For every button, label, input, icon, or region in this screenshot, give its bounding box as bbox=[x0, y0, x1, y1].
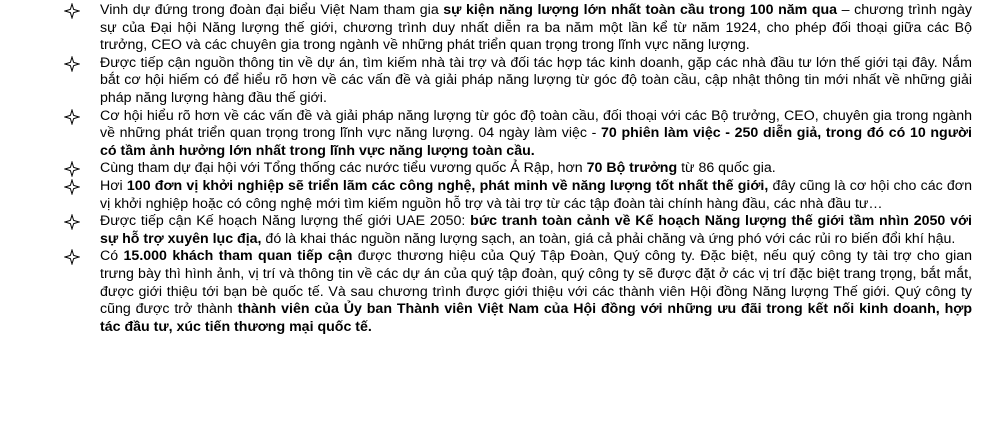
four-point-star-bullet-icon bbox=[64, 161, 80, 177]
bullet-item bbox=[62, 160, 972, 178]
bullet-text bbox=[100, 160, 776, 176]
text-run: Cùng tham dự đại hội với Tổng thống các nước tiểu vương quốc Ả Rập, hơn bbox=[100, 160, 587, 177]
bold-text-run: 70 phiên làm việc - 250 diễn giả, trong đó có 10 người có tầm ảnh hưởng lớn nhất trong lĩnh vực năng lượng toàn cầu. bbox=[100, 125, 973, 159]
bullet-text bbox=[100, 108, 972, 159]
text-run: – chương trình ngày sự của Đại hội Năng lượng thế giới, chương trình duy nhất diễn ra ba năm một lần kể từ năm 1924, cho phép đối thoại giữa các Bộ trưởng, CEO và các chuyên gia trong ngành về những phát triển quan trọng trong lĩnh vực năng lượng. bbox=[100, 2, 972, 54]
text-run: Được tiếp cận nguồn thông tin về dự án, tìm kiếm nhà tài trợ và đối tác hợp tác kinh doanh, gặp các nhà đầu tư lớn thế giới tại đây. Nắm bắt cơ hội hiếm có để hiểu rõ hơn về các vấn đề và giải pháp năng lượng từ góc độ toàn cầu, cập nhật thông tin mới nhất về những giải pháp năng lượng hàng đầu thế giới. bbox=[100, 54, 972, 106]
text-run: Cơ hội hiểu rõ hơn về các vấn đề và giải pháp năng lượng từ góc độ toàn cầu, đối thoại với các Bộ trưởng, CEO, chuyên gia trong ngành về những phát triển quan trọng trong lĩnh vực năng lượng. 04 ngày làm việc - bbox=[100, 107, 972, 142]
text-run: Được tiếp cận Kế hoạch Năng lượng thế giới UAE 2050: bbox=[100, 213, 471, 230]
bold-text-run: 70 Bộ trưởng bbox=[586, 160, 678, 177]
bold-text-run: bức tranh toàn cảnh về Kế hoạch Năng lượng thế giới tầm nhìn 2050 với sự hỗ trợ xuyên lục địa, bbox=[100, 213, 972, 247]
four-point-star-bullet-icon bbox=[64, 56, 80, 72]
bullet-item bbox=[62, 2, 972, 55]
text-run: Vinh dự đứng trong đoàn đại biểu Việt Nam tham gia bbox=[100, 2, 444, 18]
text-run: đó là khai thác nguồn năng lượng sạch, an toàn, giá cả phải chăng và ứng phó với các rủi ro biến đổi khí hậu. bbox=[261, 230, 956, 247]
four-point-star-bullet-icon bbox=[64, 109, 80, 125]
four-point-star-bullet-icon bbox=[64, 3, 80, 19]
text-run: Hơi bbox=[100, 177, 127, 194]
bullet-text bbox=[100, 213, 972, 247]
text-run: từ 86 quốc gia. bbox=[677, 160, 776, 177]
four-point-star-bullet-icon bbox=[64, 214, 80, 230]
bullet-text bbox=[100, 2, 972, 53]
four-point-star-bullet-icon bbox=[64, 249, 80, 265]
bullet-item bbox=[62, 108, 972, 161]
bullet-item bbox=[62, 55, 972, 108]
bold-text-run: 100 đơn vị khởi nghiệp sẽ triển lãm các công nghệ, phát minh về năng lượng tốt nhất thế giới, bbox=[126, 177, 769, 194]
bullet-item bbox=[62, 213, 972, 248]
text-run: đây cũng là cơ hội cho các đơn vị khởi nghiệp hoặc có công nghệ mới tìm kiếm nguồn hỗ trợ và tài trợ từ các tập đoàn tài chính hàng đầu, các nhà đầu tư… bbox=[100, 177, 973, 212]
bullet-text bbox=[100, 55, 972, 106]
bullet-text bbox=[100, 178, 972, 212]
bullet-text bbox=[100, 248, 972, 334]
bold-text-run: 15.000 khách tham quan tiếp cận bbox=[123, 248, 353, 265]
bullet-list bbox=[62, 2, 972, 336]
text-run: Có bbox=[100, 248, 124, 265]
bold-text-run: thành viên của Ủy ban Thành viên Việt Nam của Hội đồng với những ưu đãi trong kết nối kinh doanh, hợp tác đầu tư, xúc tiến thương mại quốc tế. bbox=[100, 301, 972, 335]
four-point-star-bullet-icon bbox=[64, 179, 80, 195]
bold-text-run: sự kiện năng lượng lớn nhất toàn cầu trong 100 năm qua bbox=[443, 2, 838, 18]
bullet-item bbox=[62, 178, 972, 213]
bullet-item bbox=[62, 248, 972, 336]
text-run: được thương hiệu của Quý Tập Đoàn, Quý công ty. Đặc biệt, nếu quý công ty tài trợ cho gian trưng bày thì hình ảnh, vị trí và thông tin về các dự án của quý tập đoàn, quý công ty sẽ được đặt ở các vị trí đặc biệt trang trọng, bắt mắt, được giới thiệu tới bạn bè quốc tế. Và sau chương trình được giới thiệu với các thành viên Hội đồng Năng lượng Thế giới. Quý công ty cũng được trở thành bbox=[100, 248, 973, 318]
